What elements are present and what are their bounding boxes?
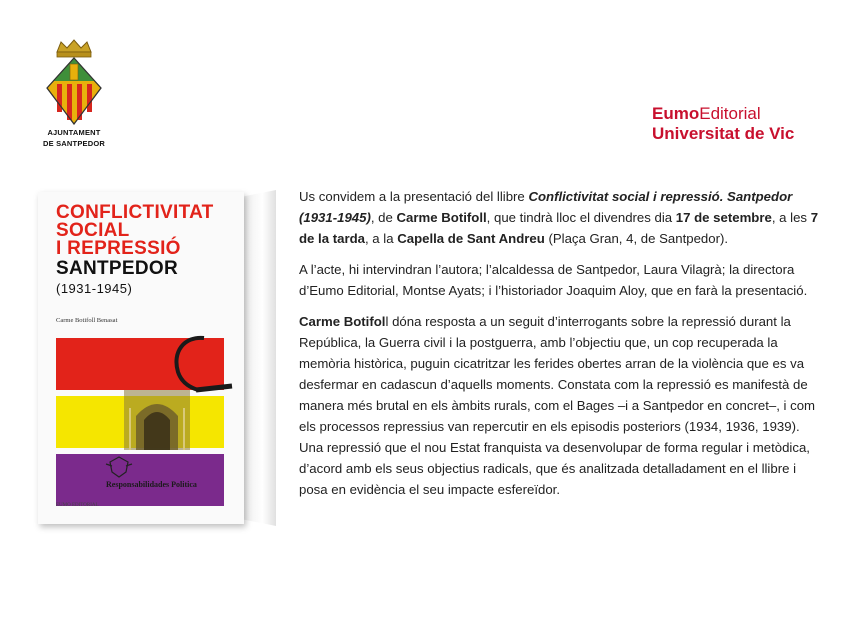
book-stamp-text: Responsabilidades Politica (106, 480, 197, 489)
publisher-university: Universitat de Vic (652, 124, 795, 143)
invitation-paragraph-2: A l’acte, hi intervindran l’autora; l’alcaldessa de Santpedor, Laura Vilagrà; la directora d’Eumo Editorial, Montse Ayats; i l’historiador Joaquim Aloy, que en farà la presentació. (299, 262, 808, 298)
church-portal-icon (124, 390, 190, 450)
book-cover-image (30, 188, 276, 528)
book-title-reference: Conflictivitat social i repressió. Santpedor (1931-1945) (299, 189, 793, 225)
p1-text-a: Us convidem a la presentació del llibre (299, 189, 529, 204)
event-venue: Capella de Sant Andreu (397, 231, 545, 246)
book-title-line2: SOCIAL (56, 220, 130, 241)
p1-text-c: , que tindrà lloc el divendres dia (486, 210, 676, 225)
sickle-icon (134, 332, 234, 398)
invitation-paragraph-3 (299, 311, 819, 500)
book-title-line1: CONFLICTIVITAT (56, 202, 214, 223)
p1-text-e: , a la (364, 231, 398, 246)
book-author: Carme Botifoll Benasat (56, 317, 118, 324)
book-front-cover (38, 192, 244, 524)
eagle-emblem-icon (104, 454, 134, 480)
publisher-name-light: Editorial (699, 104, 761, 123)
invitation-text (299, 186, 819, 510)
municipality-name-line1: AJUNTAMENT (47, 128, 101, 137)
book-pages-edge (242, 190, 276, 526)
invitation-paragraph-1 (299, 186, 819, 249)
book-publisher-small: EUMO EDITORIAL (56, 503, 99, 508)
municipality-logo (30, 38, 118, 148)
author-name: Carme Botifoll (396, 210, 487, 225)
p3-author-bold: Carme Botifol (299, 314, 386, 329)
p1-text-b: , de (370, 210, 397, 225)
book-title-place: SANTPEDOR (56, 258, 178, 279)
publisher-name-bold: Eumo (652, 104, 700, 123)
p3-text: l dóna resposta a un seguit d’interrogants sobre la repressió durant la República, la Guerra civil i la postguerra, amb l’objectiu que, un cop recuperada la memòria històrica, puguin cicatritzar les ferides obertes arran de la violència que es va desfermar en cadascun d’aquells moments. Constata com la repressió es manifestà de manera més brutal en els àmbits rurals, com el Bages –i a Santpedor en concret–, i com els processos repressius van repercutir en els episodis posteriors (1934, 1936, 1939). Una repressió que el nou Estat franquista va desenvolupar de forma regular i metòdica, d’acord amb els seus objectius radicals, que és analitzada detalladament en el llibre i posa en evidència el seu impacte esfereïdor. (299, 314, 816, 497)
municipality-name-line2: DE SANTPEDOR (43, 139, 105, 148)
coat-of-arms-icon (43, 38, 105, 126)
event-time: 7 de la tarda (299, 210, 819, 246)
book-title-line3: I REPRESSIÓ (56, 238, 181, 259)
p1-text-d: , a les (771, 210, 811, 225)
p1-text-f: (Plaça Gran, 4, de Santpedor). (544, 231, 729, 246)
book-title-years: (1931-1945) (56, 281, 133, 296)
publisher-logo (652, 104, 794, 144)
event-date: 17 de setembre (675, 210, 772, 225)
